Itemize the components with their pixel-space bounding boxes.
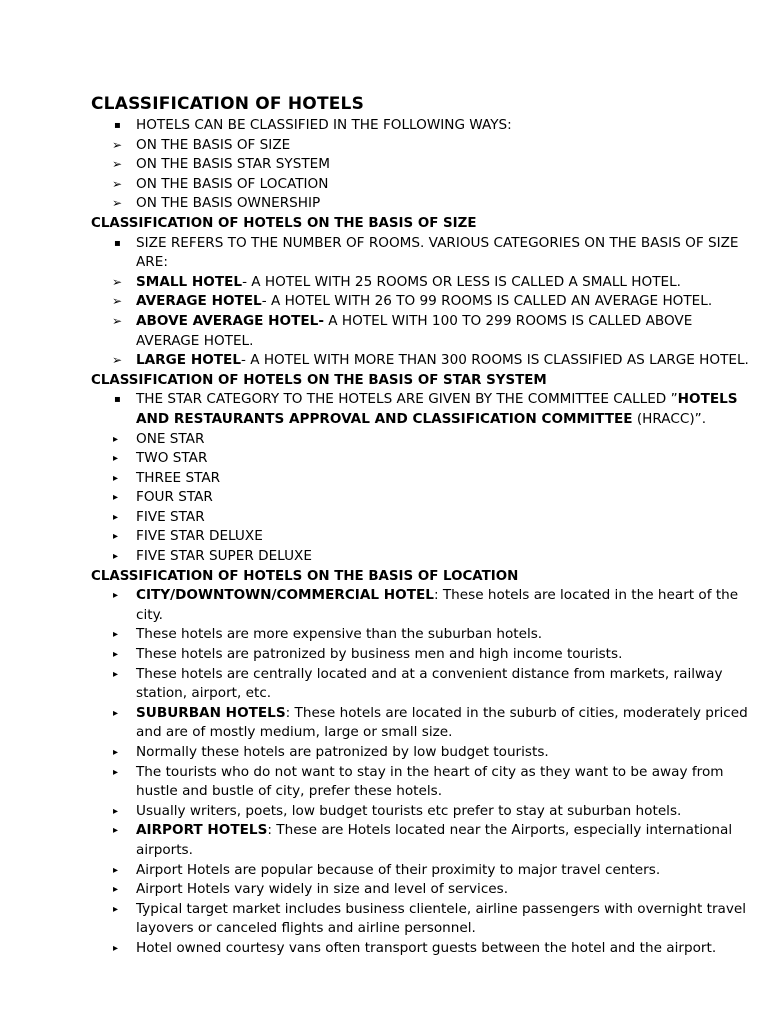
arrow-bullet-icon: ➢ — [112, 157, 123, 172]
list-item: ▸ Hotel owned courtesy vans often transport guests between the hotel and the airport. — [0, 939, 768, 959]
list-item: ➢ LARGE HOTEL- A HOTEL WITH MORE THAN 300 ROOMS IS CLASSIFIED AS LARGE HOTEL. — [0, 351, 768, 371]
list-item: ▸ ONE STAR — [0, 430, 768, 450]
square-bullet-icon: ▪ — [114, 394, 121, 406]
triangle-bullet-icon: ▸ — [113, 942, 119, 954]
arrow-bullet-icon: ➢ — [112, 313, 123, 328]
triangle-bullet-icon: ▸ — [113, 825, 119, 837]
triangle-bullet-icon: ▸ — [113, 649, 119, 661]
triangle-bullet-icon: ▸ — [113, 531, 119, 543]
triangle-bullet-icon: ▸ — [113, 590, 119, 602]
list-item: ▸ FOUR STAR — [0, 488, 768, 508]
list-item: ▸ SUBURBAN HOTELS: These hotels are located in the suburb of cities, moderately priced and are of mostly medium, large or small size. — [113, 704, 748, 741]
intro-list — [0, 116, 768, 959]
list-item: ▪ THE STAR CATEGORY TO THE HOTELS ARE GIVEN BY THE COMMITTEE CALLED ”HOTELS AND RESTAURANTS APPROVAL AND CLASSIFICATION COMMITTEE (HRACC)”. — [114, 391, 738, 427]
list-item: ▸ The tourists who do not want to stay in the heart of city as they want to be away from hustle and bustle of city, prefer these hotels. — [113, 763, 724, 800]
triangle-bullet-icon: ▸ — [113, 668, 119, 680]
triangle-bullet-icon: ▸ — [113, 766, 119, 778]
triangle-bullet-icon: ▸ — [113, 433, 119, 445]
list-item: ▸ Airport Hotels are popular because of their proximity to major travel centers. — [0, 861, 768, 881]
square-bullet-icon: ▪ — [114, 237, 121, 249]
list-item: ▸ Usually writers, poets, low budget tourists etc prefer to stay at suburban hotels. — [0, 802, 768, 822]
triangle-bullet-icon: ▸ — [113, 472, 119, 484]
triangle-bullet-icon: ▸ — [113, 551, 119, 563]
section-heading-location: CLASSIFICATION OF HOTELS ON THE BASIS OF LOCATION — [91, 568, 519, 584]
arrow-bullet-icon: ➢ — [112, 353, 123, 368]
document-title: CLASSIFICATION OF HOTELS — [91, 94, 365, 114]
arrow-bullet-icon: ➢ — [112, 176, 123, 191]
list-item: ▪ HOTELS CAN BE CLASSIFIED IN THE FOLLOWING WAYS: — [0, 116, 768, 136]
list-item: ▸ CITY/DOWNTOWN/COMMERCIAL HOTEL: These hotels are located in the heart of the city. — [113, 587, 739, 623]
list-item: ▸ Airport Hotels vary widely in size and level of services. — [0, 880, 768, 900]
list-item: ▸ These hotels are more expensive than the suburban hotels. — [0, 625, 768, 645]
section-heading-size: CLASSIFICATION OF HOTELS ON THE BASIS OF SIZE — [91, 215, 477, 231]
triangle-bullet-icon: ▸ — [113, 805, 119, 817]
triangle-bullet-icon: ▸ — [113, 492, 119, 504]
list-item: ➢ AVERAGE HOTEL- A HOTEL WITH 26 TO 99 ROOMS IS CALLED AN AVERAGE HOTEL. — [0, 292, 768, 312]
triangle-bullet-icon: ▸ — [113, 453, 119, 465]
list-item: ➢ ON THE BASIS OF LOCATION — [0, 175, 768, 195]
list-item: ▸ TWO STAR — [0, 449, 768, 469]
triangle-bullet-icon: ▸ — [113, 747, 119, 758]
triangle-bullet-icon: ▸ — [113, 884, 119, 896]
section-heading-star: CLASSIFICATION OF HOTELS ON THE BASIS OF STAR SYSTEM — [91, 372, 547, 388]
list-item: ▸ FIVE STAR — [0, 508, 768, 528]
list-item: ▪ SIZE REFERS TO THE NUMBER OF ROOMS. VARIOUS CATEGORIES ON THE BASIS OF SIZE ARE: — [114, 234, 739, 271]
list-item: ▸ AIRPORT HOTELS: These are Hotels located near the Airports, especially international airports. — [113, 822, 733, 858]
list-item: ➢ ON THE BASIS OF SIZE — [0, 136, 768, 156]
list-item: ▸ These hotels are patronized by business men and high income tourists. — [0, 645, 768, 665]
list-item: ➢ ON THE BASIS STAR SYSTEM — [0, 155, 768, 175]
arrow-bullet-icon: ➢ — [112, 137, 123, 152]
list-item: ➢ ABOVE AVERAGE HOTEL- A HOTEL WITH 100 TO 299 ROOMS IS CALLED ABOVE AVERAGE HOTEL. — [112, 312, 693, 349]
square-bullet-icon: ▪ — [114, 120, 121, 131]
triangle-bullet-icon: ▸ — [113, 629, 119, 641]
triangle-bullet-icon: ▸ — [113, 864, 119, 876]
triangle-bullet-icon: ▸ — [113, 707, 119, 719]
triangle-bullet-icon: ▸ — [113, 903, 119, 915]
arrow-bullet-icon: ➢ — [112, 196, 123, 211]
triangle-bullet-icon: ▸ — [113, 511, 119, 523]
list-item: ➢ ON THE BASIS OWNERSHIP — [0, 194, 768, 214]
list-item: ▸ Normally these hotels are patronized by low budget tourists. — [0, 743, 768, 763]
arrow-bullet-icon: ➢ — [112, 274, 123, 289]
list-item: ▸ These hotels are centrally located and at a convenient distance from markets, railway station, airport, etc. — [113, 665, 723, 702]
list-item: ▸ FIVE STAR SUPER DELUXE — [0, 547, 768, 567]
list-item: ▸ FIVE STAR DELUXE — [0, 527, 768, 547]
list-item: ▸ THREE STAR — [0, 469, 768, 489]
list-item: ➢ SMALL HOTEL- A HOTEL WITH 25 ROOMS OR LESS IS CALLED A SMALL HOTEL. — [0, 273, 768, 293]
list-item: ▸ Typical target market includes business clientele, airline passengers with overnight travel layovers or canceled flights and airline personnel. — [113, 900, 747, 937]
arrow-bullet-icon: ➢ — [112, 294, 123, 309]
